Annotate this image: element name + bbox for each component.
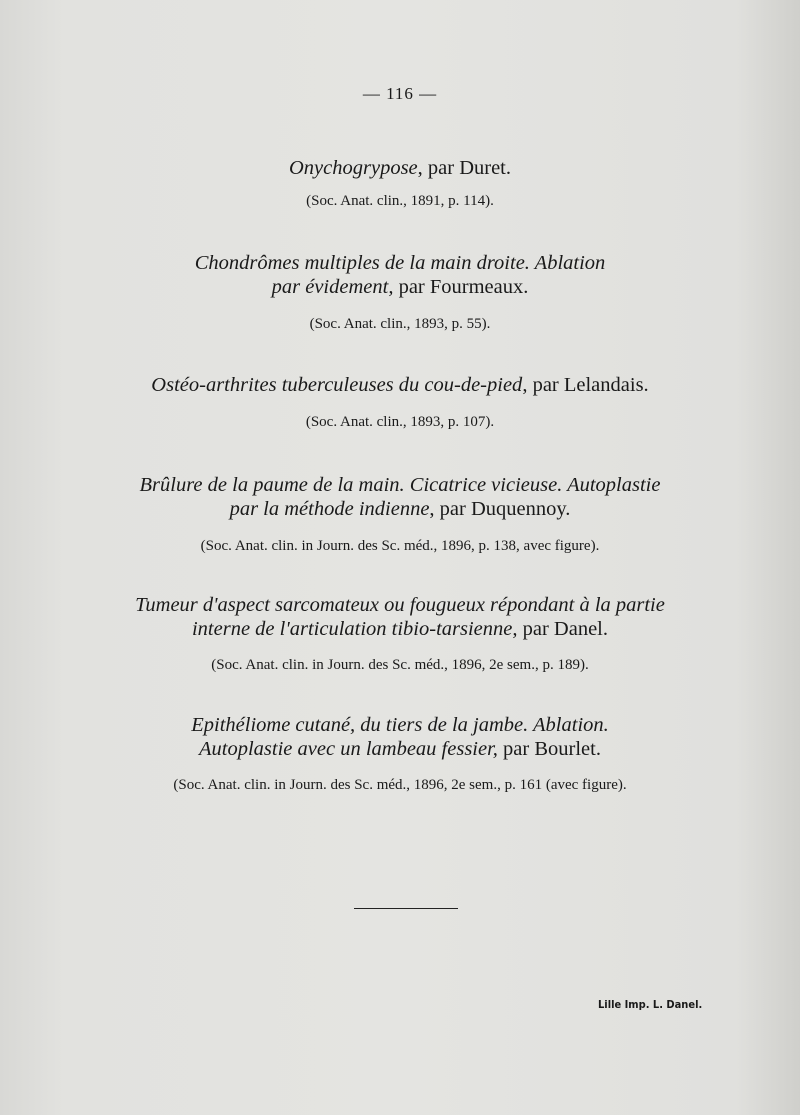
- title-italic: par la méthode indienne: [229, 498, 430, 521]
- title-author: par Bourlet.: [497, 738, 601, 761]
- title-author: , par Duret.: [417, 157, 511, 179]
- entry-reference: (Soc. Anat. clin. in Journ. des Sc. méd., 1896, p. 138, avec figure).: [200, 538, 600, 554]
- entry-title: [0, 593, 800, 641]
- title-italic: interne de l'articulation tibio-tarsienne,: [191, 618, 518, 641]
- title-italic: Autoplastie avec un lambeau fessier,: [199, 738, 498, 761]
- entry-title: [0, 156, 800, 180]
- title-italic: par évidement,: [271, 276, 394, 299]
- entry-reference: (Soc. Anat. clin., 1893, p. 55).: [309, 316, 491, 332]
- printer-imprint: Lille Imp. L. Danel.: [598, 998, 703, 1011]
- title-author: , par Duquennoy.: [429, 498, 571, 521]
- title-italic: Chondrômes multiples de la main droite. Ablation: [194, 252, 606, 274]
- entry-reference: (Soc. Anat. clin., 1893, p. 107).: [305, 414, 495, 430]
- entry-reference: (Soc. Anat. clin. in Journ. des Sc. méd., 1896, 2e sem., p. 189).: [211, 657, 589, 673]
- entry-title: [0, 251, 800, 299]
- title-italic: Tumeur d'aspect sarcomateux ou fougueux répondant à la partie: [135, 594, 665, 616]
- page-number: — 116 —: [362, 84, 438, 103]
- entry-reference: (Soc. Anat. clin., 1891, p. 114).: [306, 193, 494, 209]
- entry-title: [0, 473, 800, 521]
- closing-rule: [354, 908, 458, 909]
- entry-title: [0, 373, 800, 397]
- title-italic: Onychogrypose: [288, 157, 418, 179]
- entry-reference: (Soc. Anat. clin. in Journ. des Sc. méd., 1896, 2e sem., p. 161 (avec figure).: [173, 777, 627, 793]
- title-italic: Epithéliome cutané, du tiers de la jambe. Ablation.: [191, 714, 609, 736]
- entry-title: [0, 713, 800, 761]
- title-italic: Ostéo-arthrites tuberculeuses du cou-de-pied: [151, 374, 523, 396]
- title-author: , par Lelandais.: [522, 374, 649, 396]
- title-author: par Fourmeaux.: [393, 276, 529, 299]
- title-author: par Danel.: [517, 618, 608, 641]
- title-italic: Brûlure de la paume de la main. Cicatrice vicieuse. Autoplastie: [139, 474, 661, 496]
